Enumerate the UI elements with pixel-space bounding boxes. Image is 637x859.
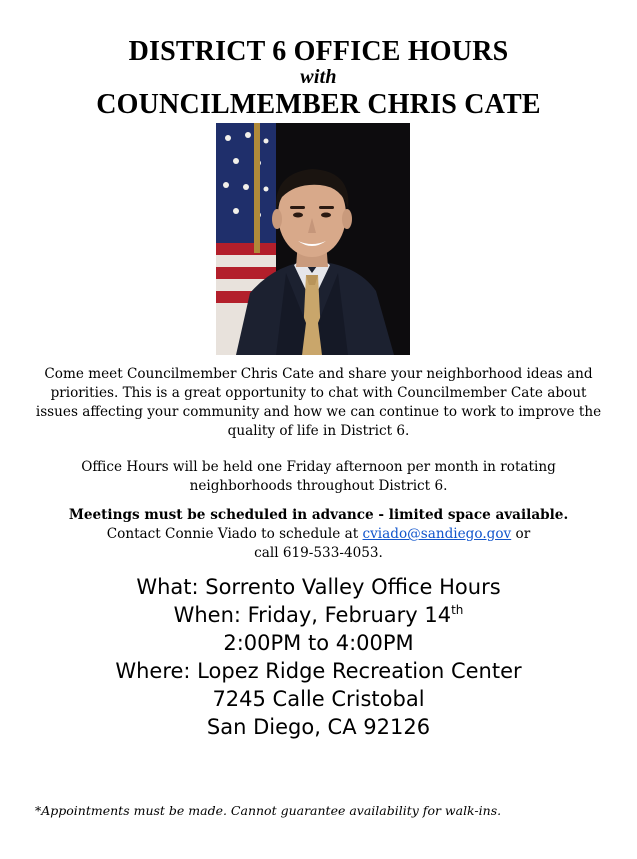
- meetings-paragraph: [30, 506, 607, 563]
- intro-paragraph: Come meet Councilmember Chris Cate and share your neighborhood ideas and priorities. This is a great opportunity to chat with Councilmember Cate about issues affecting your community and how we can continue to work to improve the quality of life in District 6.: [35, 366, 602, 439]
- date-suffix: th: [451, 603, 464, 617]
- office-hours-paragraph: Office Hours will be held one Friday afternoon per month in rotating neighborhoods throughout District 6.: [81, 459, 556, 494]
- contact-suffix: or: [511, 526, 531, 542]
- advance-notice: Meetings must be scheduled in advance - limited space available.: [68, 507, 569, 523]
- event-when: [0, 601, 637, 629]
- footnote: *Appointments must be made. Cannot guarantee availability for walk-ins.: [35, 803, 502, 818]
- email-link[interactable]: cviado@sandiego.gov: [362, 526, 512, 542]
- page-title: DISTRICT 6 OFFICE HOURS: [128, 36, 509, 67]
- event-what: What: Sorrento Valley Office Hours: [136, 575, 501, 599]
- event-street: 7245 Calle Cristobal: [212, 687, 425, 711]
- event-where: Where: Lopez Ridge Recreation Center: [115, 659, 522, 683]
- councilmember-photo: [216, 123, 410, 355]
- phone-line: call 619-533-4053.: [254, 545, 383, 561]
- event-details: [0, 573, 637, 741]
- page-subtitle: COUNCILMEMBER CHRIS CATE: [96, 89, 541, 120]
- contact-line: [30, 525, 607, 544]
- event-city: San Diego, CA 92126: [206, 715, 431, 739]
- title-connector: with: [300, 66, 337, 88]
- event-time: 2:00PM to 4:00PM: [223, 631, 414, 655]
- event-date: When: Friday, February 14: [173, 603, 452, 627]
- contact-prefix: Contact Connie Viado to schedule at: [106, 526, 363, 542]
